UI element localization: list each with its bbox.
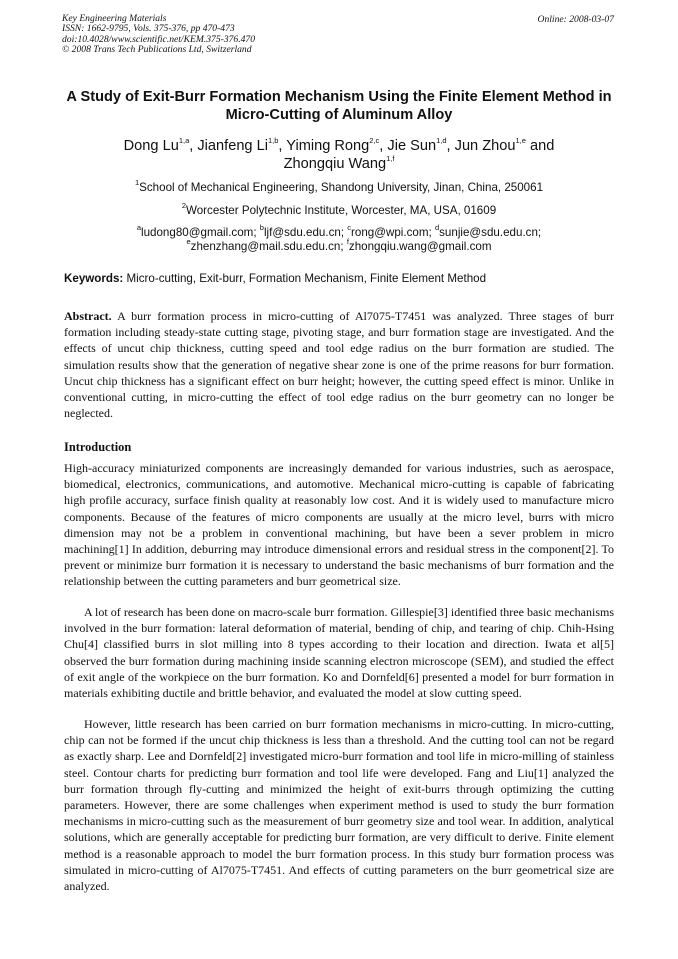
keywords <box>64 272 616 285</box>
author: Jianfeng Li$^{1,b}$, <box>197 136 287 154</box>
issn-line: ISSN: 1662-9795, Vols. 375-376, pp 470-473 <box>62 23 235 35</box>
intro-paragraph-2: A lot of research has been done on macro-scale burr formation. Gillespie[3] identified three basic mechanisms involved in the burr formation: lateral deformation of material, bending of chip, and tearing of chip. Chih-Hsing Chu[4] classified burrs in slot milling into 8 types according to their location and direction. Iwata et al[5] observed the burr formation during machining inside scanning electron microscope (SEM), and studied the effect of exit angle of the workpiece on the burr formation. Ko and Dornfeld[6] presented a model for burr formation in materials exhibiting ductile and brittle behavior, and evaluated the model at slow cutting speed. <box>64 605 614 701</box>
keywords-text: Micro-cutting, Exit-burr, Formation Mechanism, Finite Element Method <box>123 272 487 285</box>
email: $^b$ljf@sdu.edu.cn; <box>259 223 348 239</box>
abstract-label: Abstract. <box>64 309 112 323</box>
abstract <box>64 308 614 421</box>
affiliation-1: $^1$School of Mechanical Engineering, Shandong University, Jinan, China, 250061 <box>134 178 544 194</box>
journal-name: Key Engineering Materials <box>62 13 167 24</box>
keywords-label: Keywords: <box>64 272 124 285</box>
email: $^c$rong@wpi.com; <box>347 223 435 239</box>
author-list <box>64 137 614 173</box>
author: Jie Sun$^{1,d}$, <box>387 136 455 154</box>
section-heading-introduction: Introduction <box>64 440 132 454</box>
author: Dong Lu$^{1,a}$, <box>123 136 198 154</box>
online-date: Online: 2008-03-07 <box>537 14 614 25</box>
email: $^f$zhongqiu.wang@gmail.com <box>346 237 492 253</box>
email-list <box>64 223 614 254</box>
paper-title: A Study of Exit-Burr Formation Mechanism Using the Finite Element Method in Micro-Cutting of Aluminum Alloy <box>66 89 612 123</box>
copyright-line: © 2008 Trans Tech Publications Ltd, Switzerland <box>62 44 252 56</box>
intro-paragraph-1: High-accuracy miniaturized components are increasingly demanded for various industries, such as aerospace, biomedical, electronics, communications, and automotive. Mechanical micro-cutting is capable of fabricating high profile accuracy, surface finish quality at reasonably low cost. And it is widely used to manufacture micro components. Because of the features of micro components are usually at the micro level, burrs with micro dimension may not be a problem in conventional machining, but have been a sever problem in micro machining[1] In addition, deburring may introduce dimensional errors and residual stress in the component[2]. To prevent or minimize burr formation it is necessary to understand the basic mechanisms of burr formation and the relationship between the cutting parameters and burr geometrical size. <box>64 461 614 589</box>
doi-line: doi:10.4028/www.scientific.net/KEM.375-376.470 <box>62 33 256 45</box>
intro-paragraph-3: However, little research has been carried on burr formation mechanisms in micro-cutting. In micro-cutting, chip can not be formed if the uncut chip thickness is less than a threshold. And the cutting tool can not be regard as exactly sharp. Lee and Dornfeld[2] investigated micro-burr formation and tool life in micro-milling of stainless steel. Contour charts for predicting burr formation and tool life were developed. Fang and Liu[1] analyzed the burr formation through fly-cutting and minimized the height of exit-burrs through optimizing the cutting parameters. However, there are some challenges when experiment method is used to study the burr formation mechanisms in micro-cutting such as the measurement of burr geometry size and tool wear. In addition, analytical solutions, which are generally acceptable for predicting burr formation, are very difficult to derive. Finite element method is a reasonable approach to model the burr formation process. In this study burr formation process was simulated in micro-cutting of Al7075-T7451. And effects of cutting parameters on the burr geometrical size are analyzed. <box>64 717 614 894</box>
author: Jun Zhou$^{1,e}$ and <box>454 136 555 154</box>
affiliation-2: $^2$Worcester Polytechnic Institute, Worcester, MA, USA, 01609 <box>181 201 497 217</box>
author: Yiming Rong$^{2,c}$, <box>286 136 388 154</box>
email: $^a$ludong80@gmail.com; <box>136 223 260 239</box>
author: Zhongqiu Wang$^{1,f}$ <box>283 154 395 172</box>
journal-header <box>62 14 255 56</box>
email: $^d$sunjie@sdu.edu.cn; <box>434 223 542 239</box>
email: $^e$zhenzhang@mail.sdu.edu.cn; <box>186 237 347 253</box>
abstract-text: A burr formation process in micro-cutting of Al7075-T7451 was analyzed. Three stages of burr formation including steady-state cutting stage, pivoting stage, and burr formation stage are investigated. And the effects of uncut chip thickness, cutting speed and tool edge radius on the burr formation are studied. The simulation results show that the generation of negative shear zone is one of the prime reasons for burr formation. Uncut chip thickness has a significant effect on burr height; however, the cutting speed effect is minor. Unlike in conventional cutting, in micro-cutting the effect of tool edge radius on the burr geometry can no longer be neglected. <box>64 309 614 421</box>
